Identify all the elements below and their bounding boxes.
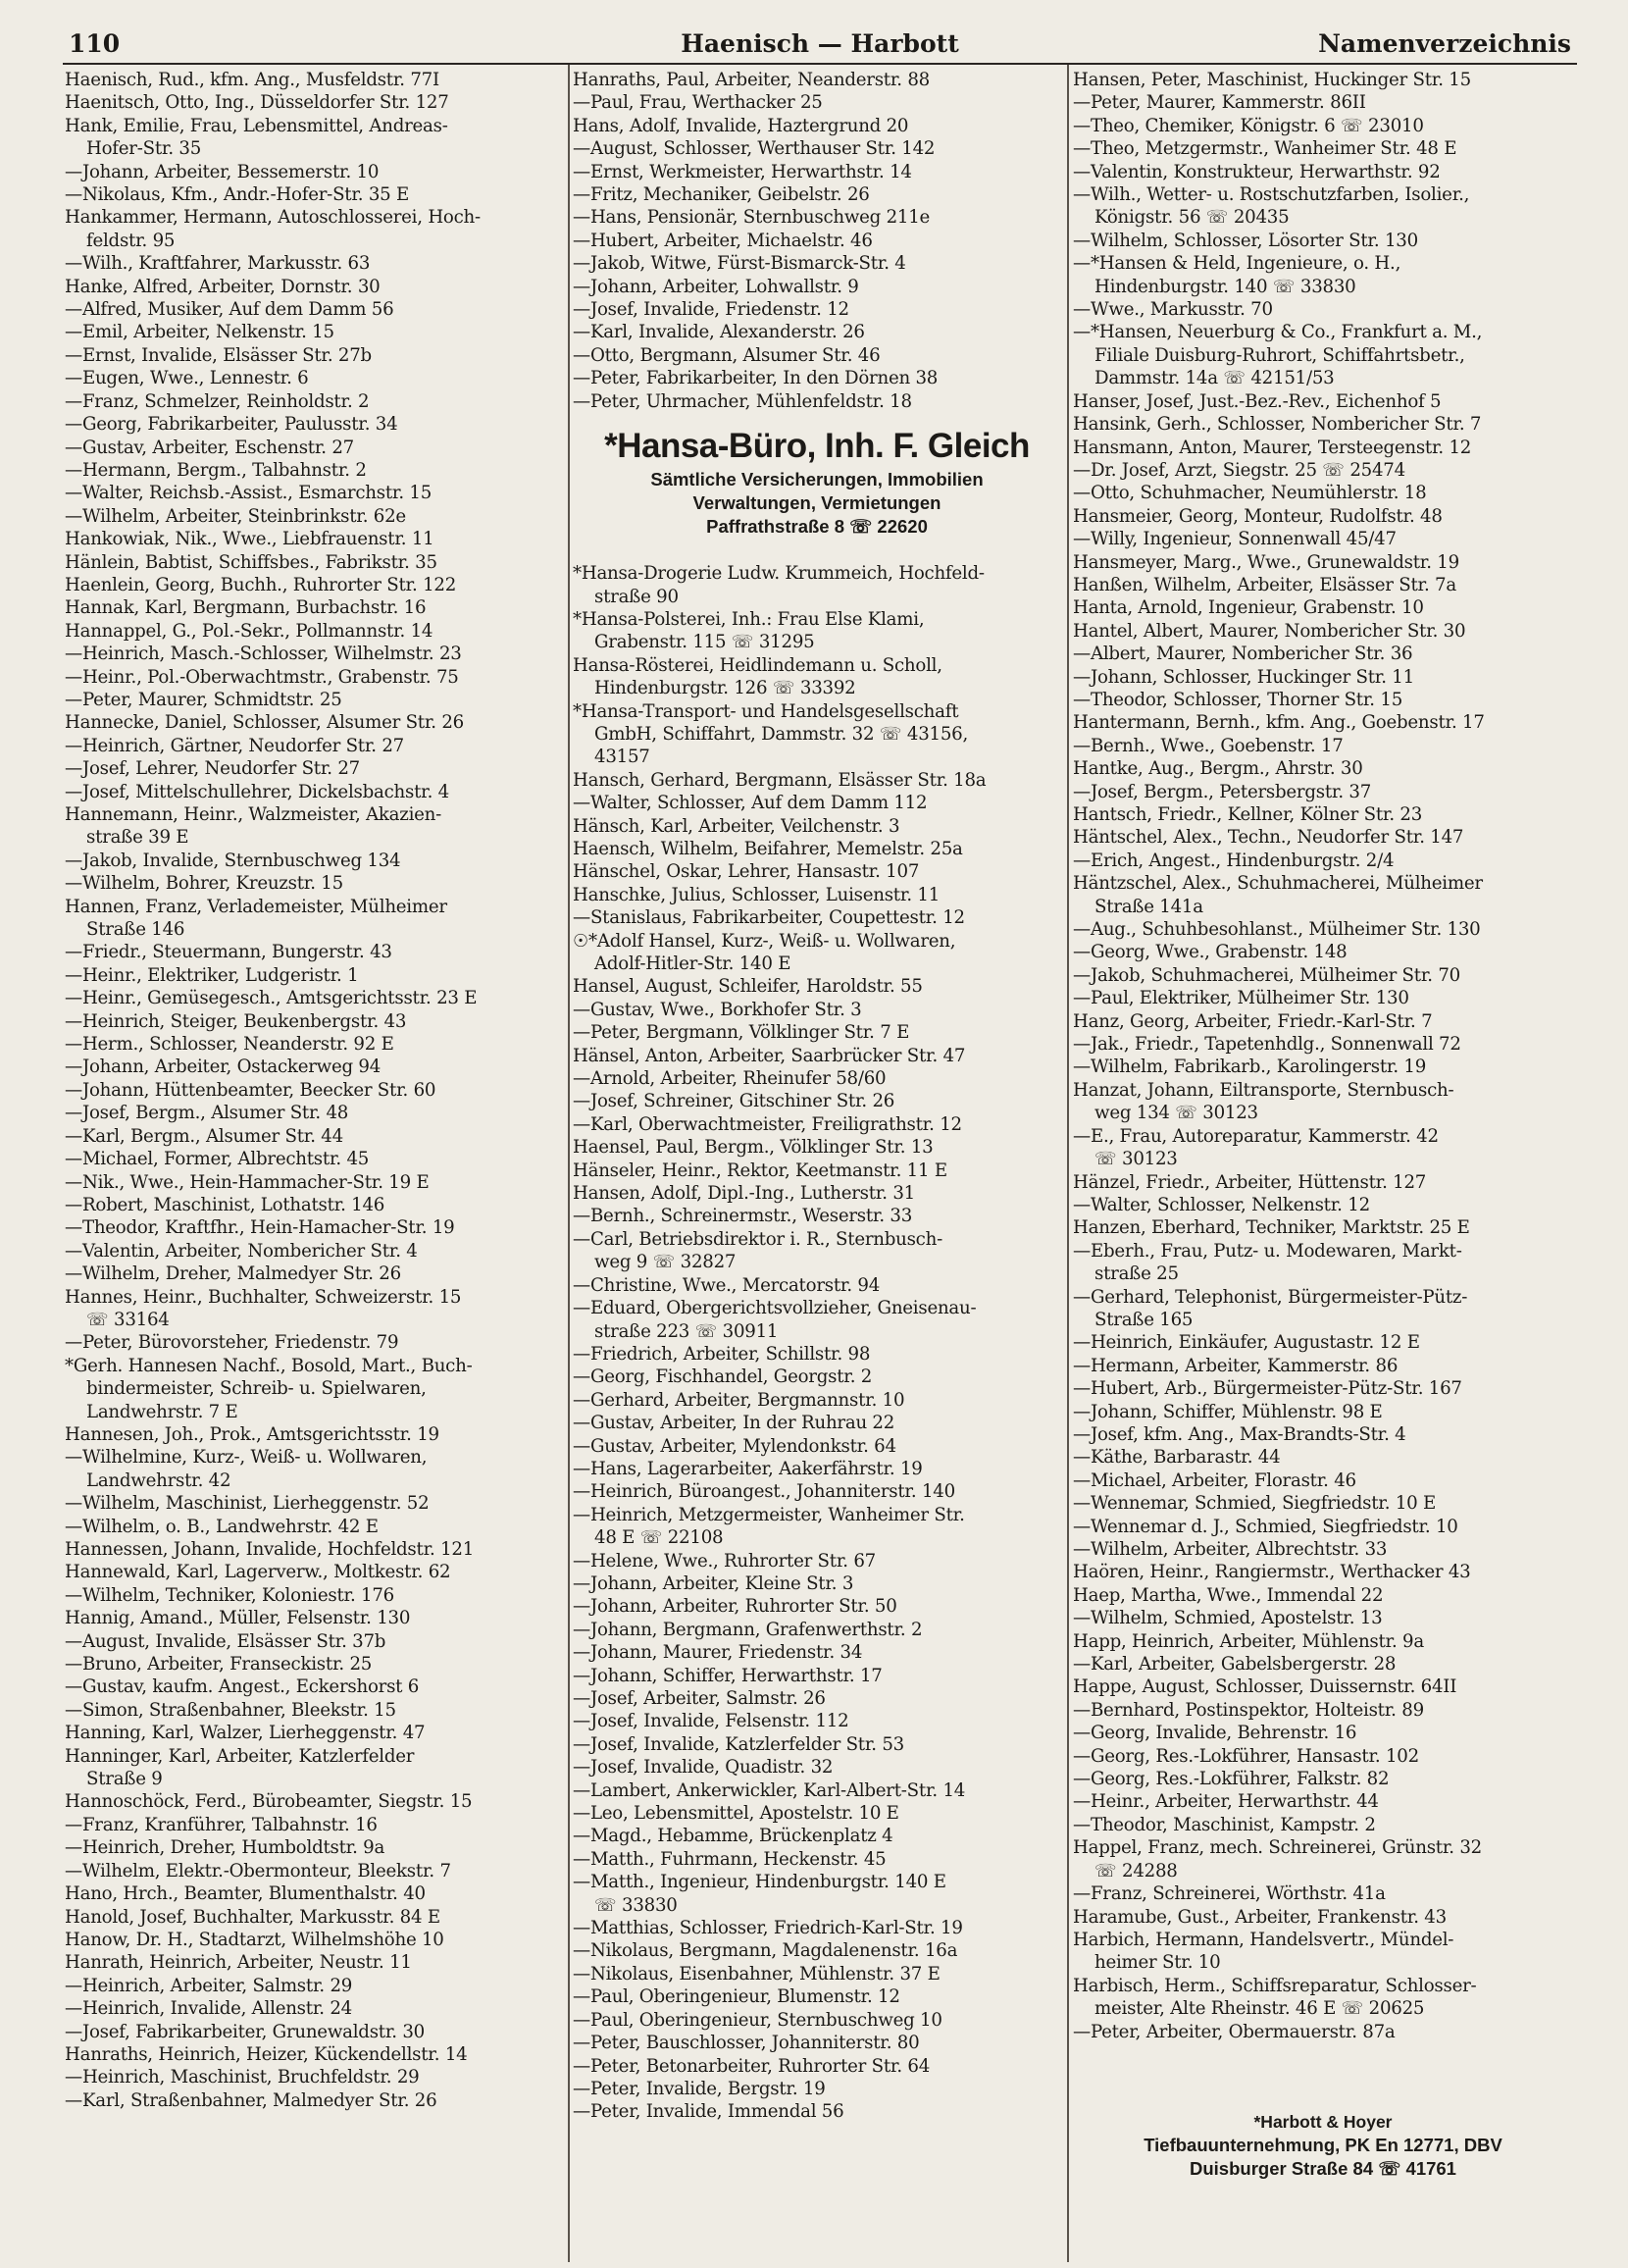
directory-entry-line: —Walter, Schlosser, Nelkenstr. 12: [1073, 1194, 1370, 1215]
directory-entry-line: bindermeister, Schreib- u. Spielwaren,: [86, 1378, 427, 1400]
hansa-buero-advertisement: [573, 425, 1061, 539]
directory-entry-line: —Wilhelm, Techniker, Koloniestr. 176: [65, 1584, 394, 1606]
directory-entry-line: Straße 165: [1094, 1309, 1194, 1330]
directory-entry-line: GmbH, Schiffahrt, Dammstr. 32 ☏ 43156,: [594, 723, 969, 745]
directory-entry-line: Haenisch, Rud., kfm. Ang., Musfeldstr. 77I: [65, 70, 439, 90]
directory-entry-line: —Heinrich, Metzgermeister, Wanheimer Str.: [573, 1504, 965, 1525]
directory-entry-line: Hanold, Josef, Buchhalter, Markusstr. 84 E: [65, 1906, 440, 1928]
directory-entry-line: —Christine, Wwe., Mercatorstr. 94: [573, 1274, 881, 1296]
directory-entry-line: —Dr. Josef, Arzt, Siegstr. 25 ☏ 25474: [1073, 459, 1405, 481]
directory-entry-line: —Wilhelm, Schmied, Apostelstr. 13: [1073, 1608, 1383, 1629]
directory-entry-line: straße 90: [594, 586, 679, 607]
directory-entry-line: Hanraths, Paul, Arbeiter, Neanderstr. 88: [573, 70, 930, 90]
directory-entry-line: Happe, August, Schlosser, Duissernstr. 64II: [1073, 1676, 1457, 1698]
directory-entry-line: —Magd., Hebamme, Brückenplatz 4: [573, 1826, 893, 1847]
directory-entry-line: Hänsch, Karl, Arbeiter, Veilchenstr. 3: [573, 815, 900, 837]
directory-entry-line: *Hansa-Drogerie Ludw. Krummeich, Hochfeld-: [573, 563, 985, 585]
directory-entry-line: Hans, Adolf, Invalide, Haztergrund 20: [573, 115, 909, 136]
directory-entry-line: —Friedr., Steuermann, Bungerstr. 43: [65, 942, 392, 963]
directory-entry-line: —Josef, Invalide, Felsenstr. 112: [573, 1711, 849, 1732]
directory-entry-line: —Robert, Maschinist, Lothatstr. 146: [65, 1194, 385, 1215]
directory-entry-line: —Jak., Friedr., Tapetenhdlg., Sonnenwall 72: [1073, 1034, 1461, 1056]
directory-entry-line: Haensch, Wilhelm, Beifahrer, Memelstr. 25a: [573, 838, 963, 859]
directory-entry-line: Hansmann, Anton, Maurer, Tersteegenstr. 12: [1073, 437, 1472, 458]
directory-entry-line: —Michael, Arbeiter, Florastr. 46: [1073, 1469, 1356, 1491]
directory-entry-line: —Georg, Res.-Lokführer, Hansastr. 102: [1073, 1745, 1419, 1767]
column-divider: [568, 65, 570, 2262]
directory-entry-line: —Hermann, Bergm., Talbahnstr. 2: [65, 459, 367, 481]
directory-entry-line: —Otto, Bergmann, Alsumer Str. 46: [573, 344, 881, 366]
directory-entry-line: Harbich, Hermann, Handelsvertr., Mündel-: [1073, 1929, 1454, 1950]
directory-entry-line: —Paul, Elektriker, Mülheimer Str. 130: [1073, 988, 1409, 1009]
directory-entry-line: —Eduard, Obergerichtsvollzieher, Gneisenau-: [573, 1298, 977, 1319]
directory-entry-line: 43157: [594, 747, 650, 768]
ad-company-name: *Harbott & Hoyer: [1253, 2111, 1393, 2132]
directory-entry-line: —Josef, Bergm., Alsumer Str. 48: [65, 1103, 349, 1124]
directory-entry-line: —Bruno, Arbeiter, Franseckistr. 25: [65, 1654, 373, 1675]
directory-entry-line: —Gerhard, Telephonist, Bürgermeister-Pütz-: [1073, 1286, 1468, 1308]
directory-entry-line: —Johann, Arbeiter, Bessemerstr. 10: [65, 161, 380, 182]
directory-entry-line: —Nikolaus, Kfm., Andr.-Hofer-Str. 35 E: [65, 184, 410, 206]
directory-entry-line: —Heinr., Gemüsegesch., Amtsgerichtsstr. 23 E: [65, 988, 478, 1009]
directory-entry-line: Hanow, Dr. H., Stadtarzt, Wilhelmshöhe 10: [65, 1929, 444, 1950]
directory-entry-line: —Albert, Maurer, Nombericher Str. 36: [1073, 644, 1413, 665]
directory-entry-line: —Peter, Bergmann, Völklinger Str. 7 E: [573, 1022, 910, 1044]
directory-entry-line: Hanta, Arnold, Ingenieur, Grabenstr. 10: [1073, 597, 1424, 619]
directory-entry-line: —Simon, Straßenbahner, Bleekstr. 15: [65, 1699, 396, 1721]
directory-entry-line: —Georg, Wwe., Grabenstr. 148: [1073, 942, 1348, 963]
directory-entry-line: Hank, Emilie, Frau, Lebensmittel, Andreas-: [65, 115, 448, 136]
directory-entry-line: Haören, Heinr., Rangiermstr., Werthacker 43: [1073, 1562, 1471, 1583]
directory-entry-line: —Arnold, Arbeiter, Rheinufer 58/60: [573, 1068, 887, 1090]
directory-entry-line: —Bernh., Wwe., Goebenstr. 17: [1073, 735, 1344, 756]
directory-entry-line: —Franz, Schmelzer, Reinholdstr. 2: [65, 390, 370, 412]
directory-entry-line: —Heinr., Elektriker, Ludgeristr. 1: [65, 964, 359, 986]
directory-entry-line: Hanser, Josef, Just.-Bez.-Rev., Eichenhof 5: [1073, 390, 1442, 412]
directory-entry-line: feldstr. 95: [86, 230, 176, 251]
directory-entry-line: —Jakob, Witwe, Fürst-Bismarck-Str. 4: [573, 253, 906, 275]
directory-entry-line: Hansmeier, Georg, Monteur, Rudolfstr. 48: [1073, 505, 1443, 527]
directory-entry-line: —Wilhelm, Arbeiter, Albrechtstr. 33: [1073, 1539, 1388, 1560]
directory-entry-line: —Walter, Schlosser, Auf dem Damm 112: [573, 793, 928, 814]
directory-entry-line: —Ernst, Werkmeister, Herwarthstr. 14: [573, 161, 912, 182]
directory-entry-line: ☏ 24288: [1094, 1860, 1178, 1881]
directory-entry-line: Hansmeyer, Marg., Wwe., Grunewaldstr. 19: [1073, 551, 1459, 573]
directory-entry-line: —Peter, Invalide, Immendal 56: [573, 2101, 844, 2123]
directory-entry-line: —Hermann, Arbeiter, Kammerstr. 86: [1073, 1355, 1399, 1376]
directory-entry-line: —Wilhelmine, Kurz-, Weiß- u. Wollwaren,: [65, 1447, 428, 1469]
directory-entry-line: —Heinrich, Dreher, Humboldtstr. 9a: [65, 1837, 385, 1859]
directory-entry-line: —Heinrich, Büroangest., Johanniterstr. 140: [573, 1481, 955, 1503]
directory-entry-line: —Wilhelm, Schlosser, Lösorter Str. 130: [1073, 230, 1418, 251]
directory-entry-line: Hankammer, Hermann, Autoschlosserei, Hoch-: [65, 207, 481, 229]
directory-entry-line: —Josef, Fabrikarbeiter, Grunewaldstr. 30: [65, 2021, 425, 2042]
directory-entry-line: Hantermann, Bernh., kfm. Ang., Goebenstr. 17: [1073, 712, 1485, 734]
directory-entry-line: —Peter, Maurer, Kammerstr. 86II: [1073, 92, 1366, 114]
directory-entry-line: —Johann, Maurer, Friedenstr. 34: [573, 1642, 863, 1664]
directory-entry-line: —Gerhard, Arbeiter, Bergmannstr. 10: [573, 1389, 905, 1411]
ad-line: Tiefbauunternehmung, PK En 12771, DBV: [1144, 2134, 1502, 2155]
directory-entry-line: —Gustav, Wwe., Borkhofer Str. 3: [573, 999, 862, 1020]
directory-entry-line: Hindenburgstr. 140 ☏ 33830: [1094, 276, 1356, 297]
directory-entry-line: —Franz, Schreinerei, Wörthstr. 41a: [1073, 1883, 1386, 1905]
directory-entry-line: —Johann, Arbeiter, Kleine Str. 3: [573, 1572, 854, 1594]
ad-line: Paffrathstraße 8 ☏ 22620: [706, 516, 928, 538]
directory-entry-line: Hannig, Amand., Müller, Felsenstr. 130: [65, 1608, 411, 1629]
directory-entry-line: —Wilhelm, Elektr.-Obermonteur, Bleekstr. 7: [65, 1860, 451, 1881]
directory-entry-line: —Peter, Bürovorsteher, Friedenstr. 79: [65, 1332, 399, 1354]
directory-entry-line: Hänseler, Heinr., Rektor, Keetmanstr. 11 E: [573, 1160, 947, 1181]
directory-entry-line: —Johann, Bergmann, Grafenwerthstr. 2: [573, 1619, 923, 1640]
directory-entry-line: —Johann, Schlosser, Huckinger Str. 11: [1073, 666, 1414, 688]
page-number: 110: [69, 29, 121, 58]
directory-entry-line: Hofer-Str. 35: [86, 138, 202, 160]
directory-entry-line: Hannes, Heinr., Buchhalter, Schweizerstr. 15: [65, 1286, 462, 1308]
directory-entry-line: —Nik., Wwe., Hein-Hammacher-Str. 19 E: [65, 1171, 430, 1193]
directory-entry-line: —Alfred, Musiker, Auf dem Damm 56: [65, 299, 394, 321]
directory-entry-line: Hannessen, Johann, Invalide, Hochfeldstr. 121: [65, 1539, 475, 1560]
directory-entry-line: Hansen, Peter, Maschinist, Huckinger Str. 15: [1073, 70, 1471, 90]
directory-entry-line: —Gustav, Arbeiter, Eschenstr. 27: [65, 437, 355, 458]
directory-entry-line: —Valentin, Konstrukteur, Herwarthstr. 92: [1073, 161, 1441, 182]
directory-entry-line: Hankowiak, Nik., Wwe., Liebfrauenstr. 11: [65, 529, 434, 550]
directory-entry-line: —Hubert, Arbeiter, Michaelstr. 46: [573, 230, 873, 251]
directory-entry-line: heimer Str. 10: [1094, 1952, 1221, 1974]
directory-entry-line: Hänschel, Oskar, Lehrer, Hansastr. 107: [573, 861, 920, 883]
directory-entry-line: —Heinrich, Masch.-Schlosser, Wilhelmstr. 23: [65, 644, 462, 665]
directory-entry-line: —Matth., Ingenieur, Hindenburgstr. 140 E: [573, 1872, 946, 1893]
directory-entry-line: —Theo, Metzgermstr., Wanheimer Str. 48 E: [1073, 138, 1457, 160]
ad-line: Sämtliche Versicherungen, Immobilien: [650, 469, 984, 490]
directory-entry-line: *Gerh. Hannesen Nachf., Bosold, Mart., Buch-: [65, 1355, 473, 1376]
directory-entry-line: 48 E ☏ 22108: [594, 1527, 724, 1549]
directory-entry-line: —Peter, Invalide, Bergstr. 19: [573, 2078, 826, 2099]
section-title: Namenverzeichnis: [1318, 29, 1571, 58]
directory-entry-line: —Bernhard, Postinspektor, Holteistr. 89: [1073, 1699, 1424, 1721]
directory-entry-line: *Hansa-Polsterei, Inh.: Frau Else Klami,: [573, 608, 925, 630]
directory-entry-line: —Otto, Schuhmacher, Neumühlerstr. 18: [1073, 483, 1427, 504]
directory-entry-line: Landwehrstr. 7 E: [86, 1401, 238, 1422]
running-title: Haenisch — Harbott: [681, 29, 959, 58]
directory-entry-line: —Peter, Betonarbeiter, Ruhrorter Str. 64: [573, 2055, 931, 2077]
directory-entry-line: —Leo, Lebensmittel, Apostelstr. 10 E: [573, 1803, 899, 1825]
directory-entry-line: —Aug., Schuhbesohlanst., Mülheimer Str. 130: [1073, 919, 1481, 941]
directory-entry-line: —Emil, Arbeiter, Nelkenstr. 15: [65, 322, 334, 343]
directory-entry-line: *Hansa-Transport- und Handelsgesellschaft: [573, 700, 959, 722]
directory-entry-line: —Heinrich, Invalide, Allenstr. 24: [65, 1998, 352, 2020]
directory-entry-line: Hantke, Aug., Bergm., Ahrstr. 30: [1073, 758, 1363, 780]
column-2: [573, 69, 1061, 2262]
directory-entry-line: Haramube, Gust., Arbeiter, Frankenstr. 43: [1073, 1906, 1447, 1928]
directory-entry-line: Hansa-Rösterei, Heidlindemann u. Scholl,: [573, 654, 942, 676]
directory-entry-line: weg 134 ☏ 30123: [1094, 1103, 1258, 1124]
directory-entry-line: Straße 9: [86, 1769, 163, 1790]
directory-entry-line: —Matthias, Schlosser, Friedrich-Karl-Str. 19: [573, 1918, 963, 1939]
directory-entry-line: Hansch, Gerhard, Bergmann, Elsässer Str. 18a: [573, 769, 987, 791]
directory-entry-line: Hannesen, Joh., Prok., Amtsgerichtsstr. 19: [65, 1423, 439, 1445]
directory-entry-line: Happel, Franz, mech. Schreinerei, Grünstr. 32: [1073, 1837, 1483, 1859]
directory-entry-line: —Erich, Angest., Hindenburgstr. 2/4: [1073, 850, 1395, 871]
directory-entry-line: —Lambert, Ankerwickler, Karl-Albert-Str. 14: [573, 1779, 966, 1801]
directory-entry-line: —Josef, Arbeiter, Salmstr. 26: [573, 1688, 826, 1709]
directory-entry-line: Hindenburgstr. 126 ☏ 33392: [594, 678, 856, 699]
directory-entry-line: Königstr. 56 ☏ 20435: [1094, 207, 1290, 229]
directory-entry-line: —Franz, Kranführer, Talbahnstr. 16: [65, 1814, 378, 1835]
directory-entry-line: Hänsel, Anton, Arbeiter, Saarbrücker Str. 47: [573, 1045, 966, 1066]
directory-entry-line: Hänlein, Babtist, Schiffsbes., Fabrikstr. 35: [65, 551, 437, 573]
directory-entry-line: —Paul, Oberingenieur, Sternbuschweg 10: [573, 2009, 942, 2031]
directory-entry-line: Filiale Duisburg-Ruhrort, Schiffahrtsbetr.,: [1094, 344, 1465, 366]
directory-entry-line: —Wilhelm, Fabrikarb., Karolingerstr. 19: [1073, 1057, 1427, 1078]
directory-entry-line: —Matth., Fuhrmann, Heckenstr. 45: [573, 1848, 887, 1870]
directory-entry-line: —Walter, Reichsb.-Assist., Esmarchstr. 15: [65, 483, 432, 504]
directory-entry-line: —Josef, Bergm., Petersbergstr. 37: [1073, 781, 1372, 802]
directory-entry-line: Hanzen, Eberhard, Techniker, Marktstr. 25 E: [1073, 1217, 1470, 1239]
directory-entry-line: weg 9 ☏ 32827: [594, 1252, 737, 1273]
directory-entry-line: —Georg, Fischhandel, Georgstr. 2: [573, 1366, 873, 1388]
directory-entry-line: Hanschke, Julius, Schlosser, Luisenstr. 11: [573, 884, 941, 905]
directory-entry-line: Hannecke, Daniel, Schlosser, Alsumer Str. 26: [65, 712, 464, 734]
directory-entry-line: Häntschel, Alex., Techn., Neudorfer Str. 147: [1073, 827, 1464, 849]
directory-entry-line: —Wennemar d. J., Schmied, Siegfriedstr. 10: [1073, 1516, 1458, 1537]
directory-entry-line: —Paul, Frau, Werthacker 25: [573, 92, 823, 114]
directory-entry-line: Hannewald, Karl, Lagerverw., Moltkestr. 62: [65, 1562, 451, 1583]
directory-entry-line: —Heinrich, Arbeiter, Salmstr. 29: [65, 1975, 353, 1996]
directory-entry-line: —Valentin, Arbeiter, Nombericher Str. 4: [65, 1240, 418, 1262]
directory-entry-line: Hanninger, Karl, Arbeiter, Katzlerfelder: [65, 1745, 415, 1767]
directory-entry-line: Dammstr. 14a ☏ 42151/53: [1094, 368, 1335, 389]
directory-entry-line: —Eberh., Frau, Putz- u. Modewaren, Markt-: [1073, 1240, 1462, 1262]
directory-entry-line: —Heinrich, Steiger, Beukenbergstr. 43: [65, 1010, 407, 1032]
directory-entry-line: —*Hansen & Held, Ingenieure, o. H.,: [1073, 253, 1401, 275]
column-2-entries-top: [573, 69, 1061, 413]
directory-entry-line: —Nikolaus, Bergmann, Magdalenenstr. 16a: [573, 1940, 958, 1962]
directory-entry-line: Hano, Hrch., Beamter, Blumenthalstr. 40: [65, 1883, 426, 1905]
directory-entry-line: —Gustav, Arbeiter, Mylendonkstr. 64: [573, 1435, 896, 1457]
directory-entry-line: Hansel, August, Schleifer, Haroldstr. 55: [573, 976, 923, 998]
directory-entry-line: —Wilhelm, Bohrer, Kreuzstr. 15: [65, 873, 343, 895]
directory-entry-line: —Jakob, Schuhmacherei, Mülheimer Str. 70: [1073, 964, 1460, 986]
directory-entry-line: —Wennemar, Schmied, Siegfriedstr. 10 E: [1073, 1493, 1437, 1515]
directory-entry-line: Grabenstr. 115 ☏ 31295: [594, 632, 815, 653]
directory-entry-line: —Josef, Schreiner, Gitschiner Str. 26: [573, 1091, 895, 1112]
directory-entry-line: —Gustav, Arbeiter, In der Ruhrau 22: [573, 1413, 895, 1434]
directory-entry-line: Straße 141a: [1094, 896, 1203, 917]
directory-entry-line: —Johann, Schiffer, Herwarthstr. 17: [573, 1665, 883, 1686]
directory-entry-line: —Hubert, Arb., Bürgermeister-Pütz-Str. 167: [1073, 1378, 1462, 1400]
directory-entry-line: Haenitsch, Otto, Ing., Düsseldorfer Str. 127: [65, 92, 449, 114]
directory-entry-line: Hantel, Albert, Maurer, Nombericher Str. 30: [1073, 620, 1466, 642]
directory-entry-line: —Willy, Ingenieur, Sonnenwall 45/47: [1073, 529, 1397, 550]
directory-entry-line: —Heinrich, Gärtner, Neudorfer Str. 27: [65, 735, 404, 756]
column-divider: [1067, 65, 1069, 2262]
ad-line: Duisburger Straße 84 ☏ 41761: [1190, 2157, 1456, 2179]
directory-entry-line: —Karl, Oberwachtmeister, Freiligrathstr. 12: [573, 1113, 962, 1135]
directory-entry-line: —Herm., Schlosser, Neanderstr. 92 E: [65, 1034, 394, 1056]
directory-entry-line: —Wilh., Kraftfahrer, Markusstr. 63: [65, 253, 371, 275]
directory-entry-line: —Michael, Former, Albrechtstr. 45: [65, 1149, 370, 1170]
directory-entry-line: —Georg, Fabrikarbeiter, Paulusstr. 34: [65, 414, 398, 436]
harbott-hoyer-advertisement: [1073, 2110, 1573, 2181]
directory-entry-line: —Josef, Lehrer, Neudorfer Str. 27: [65, 758, 361, 780]
directory-entry-line: —Josef, Mittelschullehrer, Dickelsbachstr. 4: [65, 781, 449, 802]
directory-entry-line: ☏ 30123: [1094, 1149, 1178, 1170]
directory-entry-line: Landwehrstr. 42: [86, 1469, 231, 1491]
directory-entry-line: —Helene, Wwe., Ruhrorter Str. 67: [573, 1550, 876, 1572]
directory-entry-line: Hannak, Karl, Bergmann, Burbachstr. 16: [65, 597, 427, 619]
directory-entry-line: Hanrath, Heinrich, Arbeiter, Neustr. 11: [65, 1952, 412, 1974]
directory-entry-line: Hansink, Gerh., Schlosser, Nombericher Str. 7: [1073, 414, 1482, 436]
directory-entry-line: —August, Schlosser, Werthauser Str. 142: [573, 138, 936, 160]
directory-entry-line: —Johann, Arbeiter, Ruhrorter Str. 50: [573, 1596, 897, 1618]
directory-entry-line: Adolf-Hitler-Str. 140 E: [594, 954, 791, 974]
directory-entry-line: —Peter, Uhrmacher, Mühlenfeldstr. 18: [573, 390, 912, 412]
directory-entry-line: —Heinr., Arbeiter, Herwarthstr. 44: [1073, 1791, 1379, 1813]
directory-entry-line: Hanraths, Heinrich, Heizer, Kückendellstr. 14: [65, 2043, 468, 2065]
directory-entry-line: —Wilhelm, o. B., Landwehrstr. 42 E: [65, 1516, 379, 1537]
directory-entry-line: —Karl, Straßenbahner, Malmedyer Str. 26: [65, 2089, 437, 2111]
directory-entry-line: Häntzschel, Alex., Schuhmacherei, Mülheimer: [1073, 873, 1483, 895]
ad-company-name: *Hansa-Büro, Inh. F. Gleich: [604, 427, 1030, 466]
directory-entry-line: Hansen, Adolf, Dipl.-Ing., Lutherstr. 31: [573, 1183, 915, 1205]
directory-entry-line: ☉*Adolf Hansel, Kurz-, Weiß- u. Wollwaren,: [573, 930, 956, 952]
directory-entry-line: —Stanislaus, Fabrikarbeiter, Coupettestr. 12: [573, 907, 965, 929]
page-header: [63, 27, 1577, 65]
directory-entry-line: —Nikolaus, Eisenbahner, Mühlenstr. 37 E: [573, 1963, 941, 1984]
directory-entry-line: Happ, Heinrich, Arbeiter, Mühlenstr. 9a: [1073, 1630, 1424, 1652]
directory-entry-line: —Johann, Arbeiter, Lohwallstr. 9: [573, 276, 859, 297]
directory-entry-line: —Friedrich, Arbeiter, Schillstr. 98: [573, 1343, 871, 1365]
directory-entry-line: —Heinr., Pol.-Oberwachtmstr., Grabenstr. 75: [65, 666, 459, 688]
column-1: [65, 69, 563, 2262]
directory-entry-line: —Peter, Fabrikarbeiter, In den Dörnen 38: [573, 368, 939, 389]
directory-entry-line: —Heinrich, Maschinist, Bruchfeldstr. 29: [65, 2067, 420, 2088]
directory-entry-line: Hanning, Karl, Walzer, Lierheggenstr. 47: [65, 1723, 426, 1744]
directory-entry-line: —Peter, Arbeiter, Obermauerstr. 87a: [1073, 2021, 1396, 2042]
directory-entry-line: —Josef, Invalide, Katzlerfelder Str. 53: [573, 1733, 904, 1755]
directory-entry-line: Harbisch, Herm., Schiffsreparatur, Schlosser-: [1073, 1975, 1477, 1996]
directory-entry-line: —Karl, Bergm., Alsumer Str. 44: [65, 1125, 343, 1147]
directory-entry-line: —Bernh., Schreinermstr., Weserstr. 33: [573, 1206, 913, 1227]
directory-entry-line: —Peter, Bauschlosser, Johanniterstr. 80: [573, 2033, 920, 2054]
directory-entry-line: —Georg, Invalide, Behrenstr. 16: [1073, 1723, 1357, 1744]
directory-entry-line: —Wilhelm, Dreher, Malmedyer Str. 26: [65, 1263, 401, 1285]
directory-entry-line: Hantsch, Friedr., Kellner, Kölner Str. 23: [1073, 804, 1423, 825]
directory-entry-line: —Johann, Hüttenbeamter, Beecker Str. 60: [65, 1079, 436, 1101]
directory-entry-line: Hänzel, Friedr., Arbeiter, Hüttenstr. 127: [1073, 1171, 1427, 1193]
directory-entry-line: Hannen, Franz, Verlademeister, Mülheimer: [65, 896, 447, 917]
directory-entry-line: —Peter, Maurer, Schmidtstr. 25: [65, 689, 342, 710]
directory-entry-line: —*Hansen, Neuerburg & Co., Frankfurt a. M.,: [1073, 322, 1483, 343]
directory-entry-line: —Josef, kfm. Ang., Max-Brandts-Str. 4: [1073, 1423, 1406, 1445]
directory-entry-line: —Carl, Betriebsdirektor i. R., Sternbusch-: [573, 1228, 942, 1250]
directory-entry-line: Hannemann, Heinr., Walzmeister, Akazien-: [65, 804, 442, 825]
directory-entry-line: —Gustav, kaufm. Angest., Eckershorst 6: [65, 1676, 420, 1698]
directory-entry-line: straße 25: [1094, 1263, 1179, 1285]
directory-entry-line: Haenlein, Georg, Buchh., Ruhrorter Str. 122: [65, 574, 457, 595]
directory-entry-line: Hanßen, Wilhelm, Arbeiter, Elsässer Str. 7a: [1073, 574, 1456, 595]
directory-entry-line: —Hans, Lagerarbeiter, Aakerfährstr. 19: [573, 1458, 923, 1479]
directory-entry-line: —Georg, Res.-Lokführer, Falkstr. 82: [1073, 1769, 1390, 1790]
directory-entry-line: —Wilhelm, Maschinist, Lierheggenstr. 52: [65, 1493, 430, 1515]
directory-entry-line: ☏ 33830: [594, 1894, 678, 1916]
directory-entry-line: ☏ 33164: [86, 1309, 170, 1330]
directory-entry-line: straße 39 E: [86, 827, 189, 849]
directory-entry-line: Hannappel, G., Pol.-Sekr., Pollmannstr. 14: [65, 620, 433, 642]
directory-entry-line: —Karl, Arbeiter, Gabelsbergerstr. 28: [1073, 1654, 1397, 1675]
directory-entry-line: —Theodor, Schlosser, Thorner Str. 15: [1073, 689, 1403, 710]
directory-entry-line: —Ernst, Invalide, Elsässer Str. 27b: [65, 344, 372, 366]
directory-entry-line: —Wwe., Markusstr. 70: [1073, 299, 1273, 321]
directory-entry-line: —E., Frau, Autoreparatur, Kammerstr. 42: [1073, 1125, 1439, 1147]
directory-entry-line: Hanzat, Johann, Eiltransporte, Sternbusch-: [1073, 1079, 1454, 1101]
column-3: [1073, 69, 1573, 2262]
directory-entry-line: —Johann, Arbeiter, Ostackerweg 94: [65, 1057, 382, 1078]
directory-entry-line: —Johann, Schiffer, Mühlenstr. 98 E: [1073, 1401, 1383, 1422]
directory-entry-line: —Käthe, Barbarastr. 44: [1073, 1447, 1281, 1469]
directory-entry-line: Haep, Martha, Wwe., Immendal 22: [1073, 1584, 1384, 1606]
directory-entry-line: —Josef, Invalide, Friedenstr. 12: [573, 299, 849, 321]
directory-entry-line: Hannoschöck, Ferd., Bürobeamter, Siegstr. 15: [65, 1791, 473, 1813]
directory-entry-line: —Theo, Chemiker, Königstr. 6 ☏ 23010: [1073, 115, 1424, 136]
directory-entry-line: Hanz, Georg, Arbeiter, Friedr.-Karl-Str. 7: [1073, 1010, 1433, 1032]
directory-entry-line: straße 223 ☏ 30911: [594, 1320, 779, 1342]
directory-entry-line: —Theodor, Maschinist, Kampstr. 2: [1073, 1814, 1376, 1835]
directory-entry-line: —Eugen, Wwe., Lennestr. 6: [65, 368, 309, 389]
directory-entry-line: Hanke, Alfred, Arbeiter, Dornstr. 30: [65, 276, 381, 297]
directory-entry-line: —Paul, Oberingenieur, Blumenstr. 12: [573, 1986, 900, 2008]
directory-entry-line: —Wilh., Wetter- u. Rostschutzfarben, Isolier.,: [1073, 184, 1470, 206]
directory-entry-line: —Fritz, Mechaniker, Geibelstr. 26: [573, 184, 870, 206]
directory-entry-line: —Jakob, Invalide, Sternbuschweg 134: [65, 850, 401, 871]
directory-entry-line: —August, Invalide, Elsässer Str. 37b: [65, 1630, 386, 1652]
directory-entry-line: —Karl, Invalide, Alexanderstr. 26: [573, 322, 865, 343]
directory-entry-line: —Hans, Pensionär, Sternbuschweg 211e: [573, 207, 931, 229]
column-2-entries-bottom: [573, 562, 1061, 2124]
directory-entry-line: —Josef, Invalide, Quadistr. 32: [573, 1757, 834, 1778]
directory-entry-line: meister, Alte Rheinstr. 46 E ☏ 20625: [1094, 1998, 1425, 2020]
directory-entry-line: —Heinrich, Einkäufer, Augustastr. 12 E: [1073, 1332, 1420, 1354]
directory-entry-line: —Theodor, Kraftfhr., Hein-Hamacher-Str. 19: [65, 1217, 455, 1239]
ad-line: Verwaltungen, Vermietungen: [692, 492, 941, 514]
column-3-entries: [1073, 69, 1573, 2043]
directory-entry-line: —Wilhelm, Arbeiter, Steinbrinkstr. 62e: [65, 505, 406, 527]
directory-entry-line: Haensel, Paul, Bergm., Völklinger Str. 13: [573, 1137, 934, 1159]
directory-entry-line: Straße 146: [86, 919, 185, 941]
